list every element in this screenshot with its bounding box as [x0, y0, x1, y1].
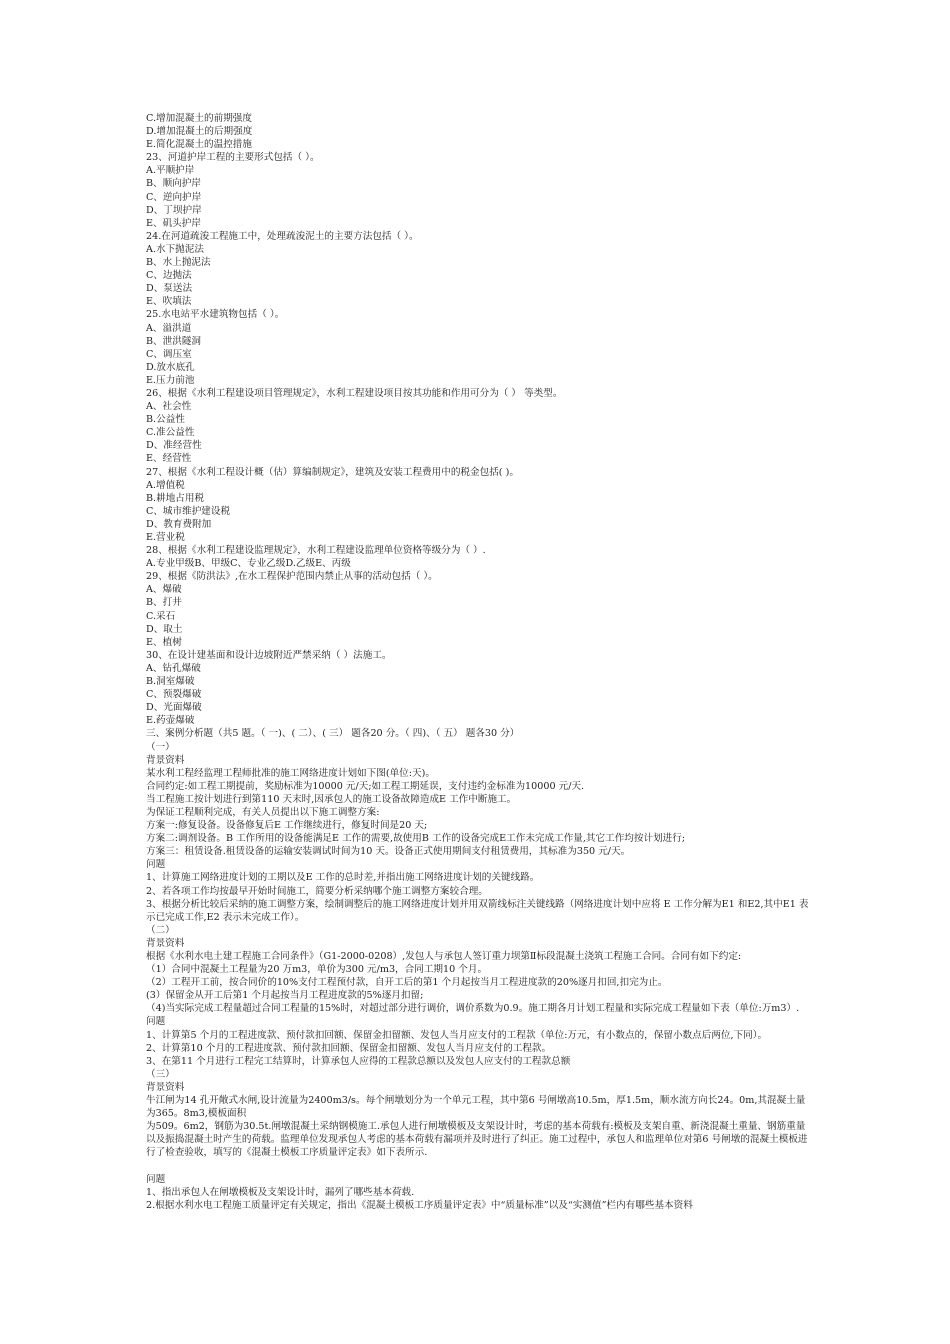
text-line: E、吹填法 [146, 296, 192, 308]
text-line: 2.根据水利水电工程施工质量评定有关规定，指出《混凝土模板工序质量评定表》中“质量标准”以及“实测值”栏内有哪些基本资料 [146, 1199, 693, 1211]
text-line: 牛江闸为14 孔开敞式水闸,设计流量为2400m3/s。每个闸墩划分为一个单元工程，其中第6 号闸墩高10.5m，厚1.5m，顺水流方向长24。0m,其混凝土量为365。8m3,模板面积 [146, 1095, 806, 1120]
text-line: （一） [146, 741, 175, 753]
text-line: B、打井 [146, 597, 182, 609]
text-line: (3）保留金从开工后第1 个月起按当月工程进度款的5%逐月扣留; [146, 990, 424, 1002]
text-line: C、逆向护岸 [146, 191, 202, 203]
text-line: 根据《水利水电土建工程施工合同条件》（G1-2000-0208）,发包人与承包人签订重力坝第Ⅱ标段混凝土浇筑工程施工合同。合同有如下约定: [146, 951, 742, 962]
text-line: （二） [146, 924, 175, 936]
text-line: 27、根据《水利工程设计概（估）算编制规定》，建筑及安装工程费用中的税金包括( )。 [146, 466, 519, 478]
text-line: （4)当实际完成工程量超过合同工程量的15%时，对超过部分进行调价，调价系数为0.9。施工期各月计划工程量和实际完成工程量如下表（单位:万m3）. [146, 1003, 800, 1015]
text-line: B、顺向护岸 [146, 178, 202, 190]
text-line: 24.在河道疏浚工程施工中，处理疏浚泥土的主要方法包括（ ）。 [146, 230, 419, 242]
text-line: C.增加混凝土的前期强度 [146, 113, 252, 124]
text-line: E、植树 [146, 636, 182, 648]
text-line: 30、在设计建基面和设计边坡附近严禁采纳（ ）法施工。 [146, 649, 392, 661]
text-line: 合同约定:如工程工期提前，奖励标准为10000 元/天;如工程工期延误，支付违约金标准为10000 元/天. [146, 780, 585, 792]
text-line: B.耕地占用税 [146, 492, 205, 504]
text-line: C.准公益性 [146, 427, 195, 439]
text-line: 方案一:修复设备。设备修复后E 工作继续进行，修复时间是20 天; [146, 820, 428, 832]
text-line: 25.水电站平水建筑物包括（ ）。 [146, 309, 285, 321]
text-line: D、泵送法 [146, 283, 193, 295]
blank-line [146, 1160, 811, 1173]
text-line: 背景资料 [146, 937, 185, 949]
text-line: C、城市维护建设税 [146, 505, 231, 517]
text-line: 28、根据《水利工程建设监理规定》，水利工程建设监理单位资格等级分为（ ）. [146, 545, 486, 557]
text-line: D、丁坝护岸 [146, 204, 202, 216]
text-line: E、矶头护岸 [146, 217, 201, 229]
text-line: E.压力前池 [146, 374, 195, 386]
text-line: 问题 [146, 1016, 166, 1028]
text-line: E.简化混凝土的温控措施 [146, 139, 252, 151]
text-line: 问题 [146, 859, 166, 871]
text-line: C、调压室 [146, 348, 192, 360]
text-line: 为509。6m2，钢筋为30.5t.闸墩混凝土采纳钢模施工.承包人进行闸墩模板及支架设计时，考虑的基本荷载有:模板及支架自重、新浇混凝土重量、钢筋重量以及振捣混凝土时产生的荷载。监理单位发现承包人考虑的基本荷载有漏项并及时进行了纠正。施工过程中，承包人和监理单位对第6 号闸墩的混凝土模板进行了检查验收，填写的《混凝土模板工序质量评定表》如下表所示. [146, 1121, 808, 1159]
text-line: C、边抛法 [146, 270, 192, 282]
text-line: 背景资料 [146, 1081, 185, 1093]
text-line: B.洞室爆破 [146, 676, 195, 688]
text-line: D、取土 [146, 623, 183, 635]
text-line: 2、计算第10 个月的工程进度款、预付款扣回额、保留金扣留额、发包人当月应支付的工程款。 [146, 1042, 552, 1054]
document-page [146, 112, 811, 1212]
text-line: 23、河道护岸工程的主要形式包括（ ）。 [146, 152, 320, 164]
text-line: A、社会性 [146, 401, 192, 413]
text-line: 3、根据分析比较后采纳的施工调整方案，绘制调整后的施工网络进度计划并用双箭线标注关键线路（网络进度计划中应将 E 工作分解为E1 和E2,其中E1 表示已完成工作,E2 表示未完成工作）。 [146, 898, 809, 923]
text-line: 1、计算施工网络进度计划的工期以及E 工作的总时差,并指出施工网络进度计划的关键线路。 [146, 872, 540, 884]
text-line: 26、根据《水利工程建设项目管理规定》，水利工程建设项目按其功能和作用可分为（ ） 等类型。 [146, 387, 563, 399]
text-line: C、预裂爆破 [146, 689, 202, 701]
text-line: （2）工程开工前，按合同价的10%支付工程预付款，自开工后的第1 个月起按当月工程进度款的20%逐月扣回,扣完为止。 [146, 977, 668, 989]
text-line: 3、在第11 个月进行工程完工结算时，计算承包人应得的工程款总额以及发包人应支付的工程款总额 [146, 1055, 571, 1067]
text-line: （三） [146, 1068, 175, 1080]
text-line: B、水上抛泥法 [146, 257, 211, 269]
text-line: 背景资料 [146, 754, 185, 766]
text-line: 1、计算第5 个月的工程进度款、预付款扣回额、保留金扣留额、发包人当月应支付的工程款（单位:万元，有小数点的，保留小数点后两位,下同）。 [146, 1029, 768, 1041]
text-line: A.平顺护岸 [146, 165, 195, 177]
text-line: 某水利工程经监理工程师批准的施工网络进度计划如下图(单位:天)。 [146, 767, 435, 779]
text-line: 问题 [146, 1173, 166, 1185]
text-line: A.水下抛泥法 [146, 243, 204, 255]
text-line: （1）合同中混凝土工程量为20 万m3，单价为300 元/m3，合同工期10 个月。 [146, 964, 488, 976]
text-line: A、溢洪道 [146, 322, 192, 334]
text-line: A.专业甲级B、甲级C、专业乙级D.乙级E、丙级 [146, 558, 351, 570]
text-line: 2、若各项工作均按最早开始时间施工，简要分析采纳哪个施工调整方案较合理。 [146, 885, 488, 897]
text-line: E.药壶爆破 [146, 715, 195, 727]
text-line: A.增值税 [146, 479, 185, 491]
text-line: E.营业税 [146, 532, 185, 543]
text-line: C.采石 [146, 610, 176, 622]
text-line: B、泄洪隧洞 [146, 335, 202, 347]
text-line: 当工程施工按计划进行到第110 天末时,因承包人的施工设备故障造成E 工作中断施工。 [146, 793, 517, 805]
text-line: D、准经营性 [146, 440, 202, 452]
text-line: 三、案例分析题（共5 题。（ 一)、( 二）、( 三） 题各20 分。（ 四)、（ 五） 题各30 分） [146, 728, 520, 740]
text-line: 1、指出承包人在闸墩模板及支架设计时，漏列了哪些基本荷载. [146, 1186, 415, 1198]
text-line: 方案二:调剂设备。B 工作所用的设备能满足E 工作的需要,故使用B 工作的设备完成E工作未完成工作量,其它工作均按计划进行; [146, 833, 686, 845]
text-line: D.放水底孔 [146, 361, 195, 373]
text-line: D.增加混凝土的后期强度 [146, 126, 253, 138]
text-line: E、经营性 [146, 453, 192, 465]
text-line: A、钻孔爆破 [146, 662, 201, 674]
text-line: D、教育费附加 [146, 518, 212, 530]
text-line: B.公益性 [146, 414, 185, 426]
text-line: 29、根据《防洪法》,在水工程保护范围内禁止从事的活动包括（ ）。 [146, 571, 438, 583]
text-line: D、光面爆破 [146, 702, 202, 714]
text-line: 方案三：租赁设备.租赁设备的运输安装调试时间为10 天。设备正式使用期间支付租赁费用，其标准为350 元/天。 [146, 846, 631, 858]
text-line: A、爆破 [146, 584, 182, 596]
text-line: 为保证工程顺利完成，有关人员提出以下施工调整方案: [146, 806, 380, 818]
